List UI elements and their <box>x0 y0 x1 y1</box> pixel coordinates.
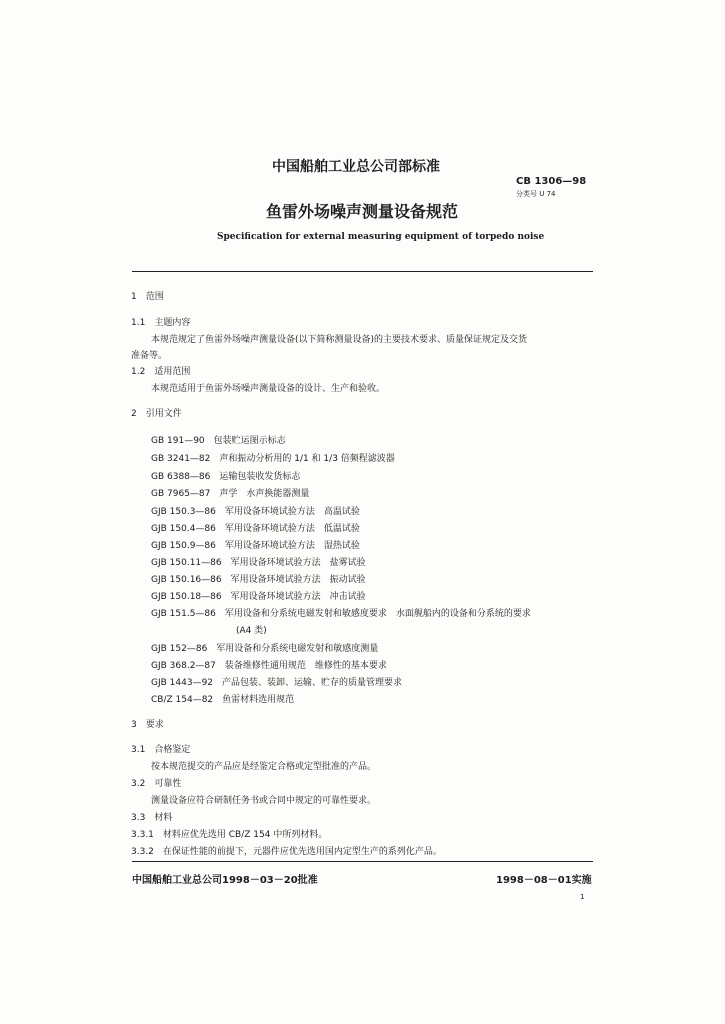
reference-item: GJB 150.3—86 军用设备环境试验方法 高温试验 <box>151 507 360 517</box>
section-3-3-1: 3.3.1 材料应优先选用 CB/Z 154 中所列材料。 <box>131 830 328 840</box>
section-1-1-text-cont: 准备等。 <box>131 351 168 361</box>
standard-code: CB 1306—98 <box>516 176 587 187</box>
section-1-1-heading: 1.1 主题内容 <box>131 318 191 328</box>
section-3-heading: 3 要求 <box>131 720 164 730</box>
document-title-english: Specification for external measuring equipment of torpedo noise <box>217 232 545 242</box>
page-number: 1 <box>580 893 585 901</box>
section-1-2-heading: 1.2 适用范围 <box>131 367 191 377</box>
reference-item: GJB 151.5—86 军用设备和分系统电磁发射和敏感度要求 水面舰船内的设备和分系统的要求 <box>151 609 531 619</box>
section-1-1-text: 本规范规定了鱼雷外场噪声测量设备(以下简称测量设备)的主要技术要求、质量保证规定及交货 <box>151 335 528 345</box>
reference-item: CB/Z 154—82 鱼雷材料选用规范 <box>151 695 295 705</box>
reference-item: GB 6388—86 运输包装收发货标志 <box>151 472 301 482</box>
section-3-2-text: 测量设备应符合研制任务书或合同中规定的可靠性要求。 <box>151 796 377 806</box>
reference-item: GJB 150.16—86 军用设备环境试验方法 振动试验 <box>151 575 366 585</box>
reference-item: GJB 152—86 军用设备和分系统电磁发射和敏感度测量 <box>151 644 379 654</box>
section-3-3-heading: 3.3 材料 <box>131 813 173 823</box>
reference-item-cont: (A4 类) <box>236 626 267 636</box>
footer-rule <box>132 861 593 862</box>
reference-item: GJB 368.2—87 装备维修性通用规范 维修性的基本要求 <box>151 661 387 671</box>
reference-item: GB 3241—82 声和振动分析用的 1/1 和 1/3 倍频程滤波器 <box>151 454 395 464</box>
reference-item: GB 191—90 包装贮运图示标志 <box>151 436 286 446</box>
reference-item: GJB 150.11—86 军用设备环境试验方法 盐雾试验 <box>151 558 366 568</box>
document-title: 鱼雷外场噪声测量设备规范 <box>266 202 459 221</box>
section-1-2-text: 本规范适用于鱼雷外场噪声测量设备的设计、生产和验收。 <box>151 384 386 394</box>
effective-date: 1998－08－01实施 <box>496 875 592 886</box>
reference-item: GJB 150.4—86 军用设备环境试验方法 低温试验 <box>151 524 360 534</box>
reference-item: GB 7965—87 声学 水声换能器测量 <box>151 489 310 499</box>
header-rule <box>132 271 593 272</box>
section-3-2-heading: 3.2 可靠性 <box>131 779 182 789</box>
issuing-organization: 中国船舶工业总公司部标准 <box>272 159 440 175</box>
approval-date: 中国船舶工业总公司1998－03－20批准 <box>132 875 318 886</box>
classification-number: 分类号 U 74 <box>516 190 556 198</box>
section-1-heading: 1 范围 <box>131 292 164 302</box>
reference-item: GJB 150.18—86 军用设备环境试验方法 冲击试验 <box>151 592 366 602</box>
section-2-heading: 2 引用文件 <box>131 409 182 419</box>
section-3-1-text: 按本规范提交的产品应是经鉴定合格或定型批准的产品。 <box>151 762 377 772</box>
reference-item: GJB 1443—92 产品包装、装卸、运输、贮存的质量管理要求 <box>151 678 403 688</box>
reference-item: GJB 150.9—86 军用设备环境试验方法 湿热试验 <box>151 541 360 551</box>
section-3-1-heading: 3.1 合格鉴定 <box>131 745 191 755</box>
section-3-3-2: 3.3.2 在保证性能的前提下，元器件应优先选用国内定型生产的系列化产品。 <box>131 847 442 857</box>
